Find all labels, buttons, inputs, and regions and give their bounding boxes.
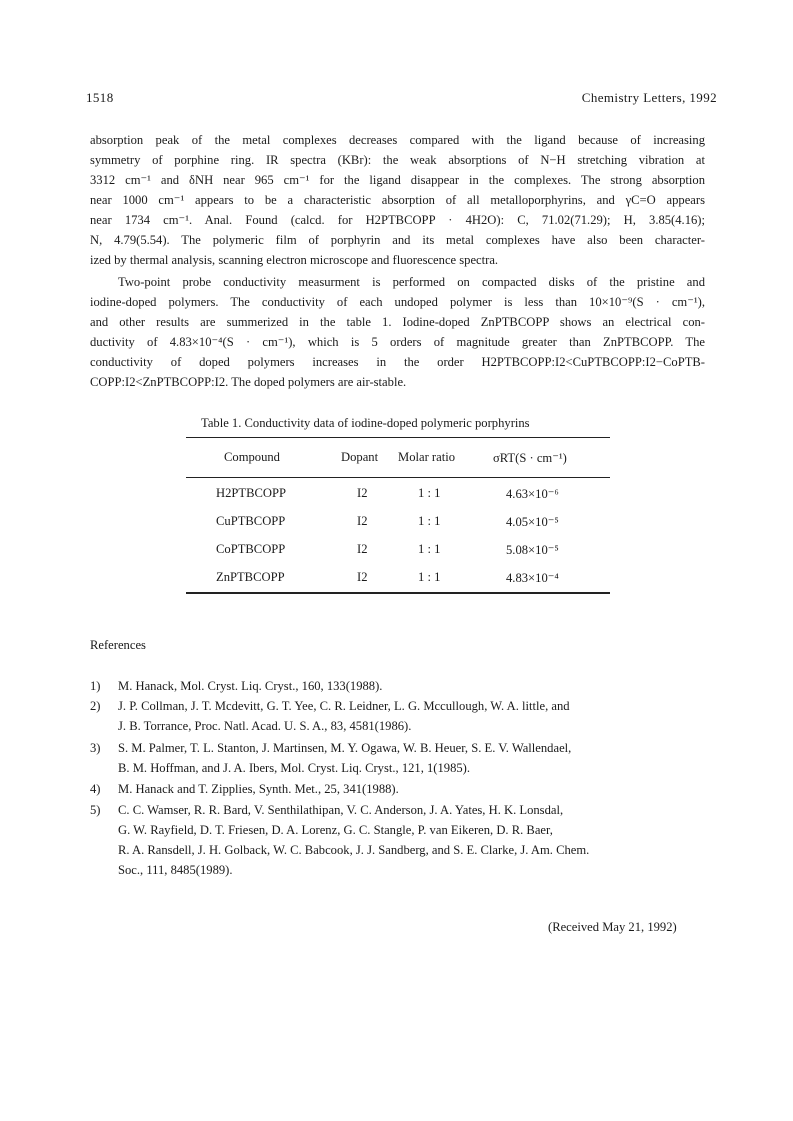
reference-number: 1)	[90, 679, 101, 693]
reference-line: S. M. Palmer, T. L. Stanton, J. Martinsen, M. Y. Ogawa, W. B. Heuer, S. E. V. Wallendael,	[118, 741, 572, 755]
text-line: Two-point probe conductivity measurment is performed on compacted disks of the pristine and	[118, 275, 705, 289]
table-caption: Table 1. Conductivity data of iodine-doped polymeric porphyrins	[201, 416, 530, 430]
text-line: symmetry of porphine ring. IR spectra (KBr): the weak absorptions of N−H stretching vibration at	[90, 153, 705, 167]
cell-conductivity: 5.08×10⁻⁵	[506, 543, 559, 557]
text-line: near 1000 cm⁻¹ appears to be a characteristic absorption of all metalloporphyrins, and γC=O appears	[90, 193, 705, 207]
received-date: (Received May 21, 1992)	[548, 920, 677, 934]
text-line: ized by thermal analysis, scanning electron microscope and fluorescence spectra.	[90, 253, 499, 267]
table-header-rule	[186, 477, 610, 478]
text-line: near 1734 cm⁻¹. Anal. Found (calcd. for H2PTBCOPP · 4H2O): C, 71.02(71.29); H, 3.85(4.16);	[90, 213, 705, 227]
cell-compound: CuPTBCOPP	[216, 514, 286, 528]
reference-line: J. P. Collman, J. T. Mcdevitt, G. T. Yee, C. R. Leidner, L. G. Mccullough, W. A. little, and	[118, 699, 570, 713]
text-line: 3312 cm⁻¹ and δNH near 965 cm⁻¹ for the ligand disappear in the complexes. The strong absorption	[90, 173, 705, 187]
cell-compound: H2PTBCOPP	[216, 486, 286, 500]
reference-number: 4)	[90, 782, 101, 796]
reference-number: 3)	[90, 741, 101, 755]
text-line: and other results are summerized in the table 1. Iodine-doped ZnPTBCOPP shows an electrical con-	[90, 315, 705, 329]
table-top-rule	[186, 437, 610, 438]
reference-number: 5)	[90, 803, 101, 817]
cell-ratio: 1 : 1	[418, 542, 441, 556]
cell-dopant: I2	[357, 542, 368, 556]
text-line: COPP:I2<ZnPTBCOPP:I2. The doped polymers are air-stable.	[90, 375, 407, 389]
cell-ratio: 1 : 1	[418, 486, 441, 500]
text-line: conductivity of doped polymers increases in the order H2PTBCOPP:I2<CuPTBCOPP:I2−CoPTB-	[90, 355, 705, 369]
column-header: Molar ratio	[398, 450, 456, 464]
column-header: Dopant	[341, 450, 379, 464]
journal-title: Chemistry Letters, 1992	[581, 90, 717, 105]
column-header: Compound	[224, 450, 280, 464]
reference-line: G. W. Rayfield, D. T. Friesen, D. A. Lorenz, G. C. Stangle, P. van Eikeren, D. R. Baer,	[118, 823, 553, 837]
cell-dopant: I2	[357, 570, 368, 584]
reference-line: R. A. Ransdell, J. H. Golback, W. C. Babcook, J. J. Sandberg, and S. E. Clarke, J. Am. Chem.	[118, 843, 590, 857]
reference-line: J. B. Torrance, Proc. Natl. Acad. U. S. A., 83, 4581(1986).	[118, 719, 412, 733]
text-line: N, 4.79(5.54). The polymeric film of porphyrin and its metal complexes have also been character-	[90, 233, 705, 247]
cell-ratio: 1 : 1	[418, 514, 441, 528]
page-number: 1518	[86, 90, 114, 105]
reference-line: M. Hanack, Mol. Cryst. Liq. Cryst., 160, 133(1988).	[118, 679, 383, 693]
cell-conductivity: 4.83×10⁻⁴	[506, 571, 559, 585]
text-line: absorption peak of the metal complexes decreases compared with the ligand because of increasing	[90, 133, 705, 147]
cell-dopant: I2	[357, 486, 368, 500]
table-bottom-rule	[186, 592, 610, 594]
cell-dopant: I2	[357, 514, 368, 528]
cell-compound: ZnPTBCOPP	[216, 570, 285, 584]
reference-line: Soc., 111, 8485(1989).	[118, 863, 233, 877]
references-heading: References	[90, 638, 146, 652]
reference-line: C. C. Wamser, R. R. Bard, V. Senthilathipan, V. C. Anderson, J. A. Yates, H. K. Lonsdal,	[118, 803, 564, 817]
reference-line: B. M. Hoffman, and J. A. Ibers, Mol. Cryst. Liq. Cryst., 121, 1(1985).	[118, 761, 471, 775]
text-line: ductivity of 4.83×10⁻⁴(S · cm⁻¹), which is 5 orders of magnitude greater than ZnPTBCOPP. The	[90, 335, 705, 349]
column-header: σRT(S · cm⁻¹)	[493, 451, 567, 465]
cell-compound: CoPTBCOPP	[216, 542, 286, 556]
cell-ratio: 1 : 1	[418, 570, 441, 584]
cell-conductivity: 4.63×10⁻⁶	[506, 487, 559, 501]
cell-conductivity: 4.05×10⁻⁵	[506, 515, 559, 529]
text-line: iodine-doped polymers. The conductivity of each undoped polymer is less than 10×10⁻⁹(S · cm⁻¹),	[90, 295, 705, 309]
reference-number: 2)	[90, 699, 101, 713]
reference-line: M. Hanack and T. Zipplies, Synth. Met., 25, 341(1988).	[118, 782, 399, 796]
